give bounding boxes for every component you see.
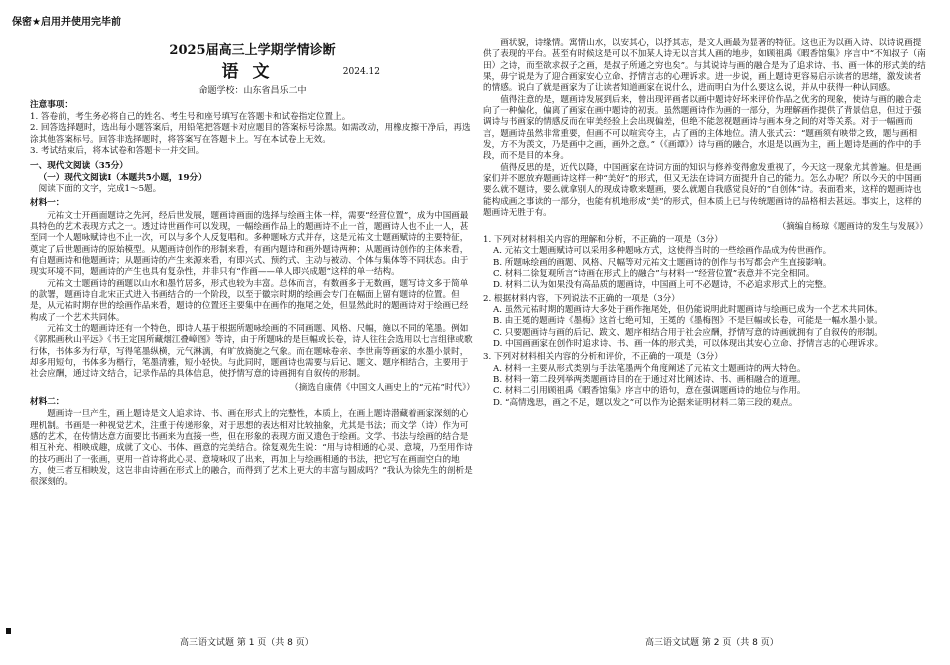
material-2-source: （摘编自杨琼《题画诗的发生与发展》）	[777, 221, 928, 232]
material-2-paragraph: 题画诗一旦产生，画上题诗是文人追求诗、书、画在形式上的完整性，本质上，在画上题诗潜藏着画家深刻的心理机制。书画是一种视觉艺术，注重于传递形象，对于思想的表达相对比较抽象，尤其是书法；而文学（诗）作为可感的艺术，在传情达意方面要比书画来为直接一些，但在形象的表现方面又遗色于绘画。文学、书法与绘画的结合是相互补充、相映成趣，成就了文心、书体、画意的完美结合。徐复观先生说：“用与诗相通的心灵、意境，乃至用作诗的技巧画出了一张画，更用一首诗将此心灵、意境咏叹了出来，再加上与绘画相通的书法，把它写在画面空白的地方，使三者互相映发，这岂非由诗画在形式上的融合，而得到了艺术上更大的丰富与圆成吗？”我认为徐先生的剖析是很深刻的。	[30, 409, 473, 488]
option-a: A. 虽然元祐时期的题画诗大多处于画作拖尾处，但仍能说明此时题画诗与绘画已成为一个艺术共同体。	[493, 304, 883, 315]
exam-date: 2024.12	[342, 67, 380, 78]
material-2-label: 材料二：	[30, 397, 65, 408]
left-column	[30, 38, 475, 623]
option-c: C. 材料二徐复观所言“诗画在形式上的融合”与材料一“经营位置”表意并不完全相同。	[493, 268, 815, 279]
material-1-source: （摘选自康倩《中国文人画史上的“元祐”时代》）	[290, 382, 475, 393]
notes-heading: 注意事项：	[30, 100, 73, 111]
question-stem: 2. 根据材料内容，下列说法不正确的一项是（3分）	[483, 293, 680, 304]
material-2-paragraph: 值得反思的是，近代以降，中国画家在诗词方面的知识与修养变得愈发重视了，今天这一现象尤其普遍。但是画家们并不愿放弃题画诗这样一种“美好”的形式，但又无法在诗词方面提升自己的能力。怎么办呢？所以今天的中国画要么就不题诗，要么就拿别人的现成诗歌来题画，要么就题自我感觉良好的“自创体”诗。表面看来，这样的题画诗也能构成画之事读的一部分，也能有机地形成“美”的形式，但本质上已与传统题画诗的品格相去甚远。事实上，这样的题画诗无胜于有。	[483, 162, 922, 219]
option-a: A. 材料一主要从形式类别与手法笔墨两个角度阐述了元祐文士题画诗的两大特色。	[493, 363, 806, 374]
option-a: A. 元祐文士题画赋诗可以采用多种题咏方式，这使得当时的一些绘画作品成为传世画作。	[493, 246, 832, 257]
material-1-paragraph: 元祐文士开画面题诗之先河，经后世发展，题画诗画面的选择与绘画主体一样，需要“经营位置”，成为中国画最具特色的艺术表现方式之一。透过诗世画作可以发现，一幅绘画作品上的题画诗不止一首，题画诗人也不止一人，甚至同一个人题咏赋诗也不止一次，可以与多个人反复唱和。多种题咏方式并存，这是元祐文士题画赋诗的主要特征，奠定了后世题画诗的原始模型。从题画诗创作的形制来看，有画内题诗和画外题诗两种；从题画诗创作的主体来看，有自题画诗和他题画诗；从题画诗的产生来源来看，有即兴式、预约式、主动与被动、个体与集体等不同状态。由于现实环境不同，题画诗的产生也具有复杂性，并非只有“作画——单人即兴成题”这样的单一结构。	[30, 210, 469, 278]
question-2	[483, 294, 928, 351]
option-b: B. 材料一第二段列举两类题画诗目的在于通过对比阐述诗、书、画相融合的道理。	[493, 374, 806, 385]
option-b: B. 所题咏绘画的画题、风格、尺幅等对元祐文士题画诗的创作与书写都会产生直接影响。	[493, 257, 832, 268]
note-item: 1. 答卷前，考生务必将自己的姓名、考生号和座号填写在答题卡和试卷指定位置上。	[30, 111, 351, 122]
subject-heading	[30, 61, 475, 83]
question-stem: 1. 下列对材料相关内容的理解和分析，不正确的一项是（3分）	[483, 234, 723, 245]
subject-name: 语文	[221, 62, 284, 83]
confidential-mark: 保密★启用并使用完毕前	[12, 17, 121, 28]
school-line: 命题学校：山东省昌乐二中	[198, 85, 307, 96]
page-footer-left: 高三语文试题 第 1 页（共 8 页）	[180, 638, 314, 648]
material-1-label: 材料一：	[30, 198, 65, 209]
subsection-title: （一）现代文阅读Ⅰ（本题共5小题，19分）	[38, 172, 207, 183]
option-d: D. 材料二认为如果没有高品质的题画诗，中国画上可不必题诗，不必追求形式上的完整。	[493, 280, 832, 291]
material-2-paragraph: 画状貌，诗缘情。寓情山水，以安其心，以抒其志，是文人画最为显著的特征。这也正为以画入诗、以诗说画提供了表现的平台。甚至有时候这是可以不加某人诗无以言其人画的地步，如顾祖禹《暇香馆集》序言中“不知叔子（南田）之诗，而至欲求叔子之画，是叔子所通之穷也矣”。与其说诗与画的融合是为了追求诗、书、画一体的形式美的结果，毋宁说是为了迎合画家安心立命、抒情言志的心理诉求。进一步说，画上题诗更容易启示读者的思绪，激发读者的情感。说白了就是画家为了让读者知道画家在说什么，进而明白为什么要这么说，并从中获得一种认同感。	[483, 38, 926, 94]
exam-title: 2025届高三上学期学情诊断	[169, 43, 336, 58]
instructions: 阅读下面的文字，完成1～5题。	[38, 183, 162, 194]
material-2-paragraph: 值得注意的是，题画诗发展到后来，曾出现评画者以画中题诗好坏来评价作品之优劣的现象，使诗与画的融合走向了一种偏化，偏离了画家在画中题诗的初衷。虽然题画诗作为画的一部分，为理解画作提供了背景信息，但过于强调诗与书画家的情感反而在审美经验上会出现偏差，但绝不能忽视题画诗与画本身之间的对等关系。对于一幅画而言，题画诗虽然非常重要，但画不可以喧宾夺主，占了画的主体地位。清人张式云：“题画须有映带之致，题与画相发，方不为羡文，乃是画中之画，画外之意。”（《画谭》）诗与画的融合，水退是以画为主，画上题诗是画的作中的手段，而不是目的本身。	[483, 94, 922, 162]
note-item: 2. 回答选择题时，选出每小题答案后，用铅笔把答题卡对应题目的答案标号涂黑。如需改动，用橡皮擦干净后，再选涂其他答案标号。回答非选择题时，将答案写在答题卡上。写在本试卷上无效。	[30, 123, 471, 145]
option-c: C. 材料二引用顾祖禹《暇香馆集》序言中的语句，意在强调题画诗的地位与作用。	[493, 386, 806, 397]
note-item: 3. 考试结束后，将本试卷和答题卡一并交回。	[30, 145, 205, 156]
option-d: D. 中国画画家在创作时追求诗、书、画一体的形式美，可以体现出其安心立命、抒情言志的心理诉求。	[493, 338, 884, 349]
question-3	[483, 352, 928, 409]
material-1-paragraph: 元祐文士题画诗的画题以山水和墨竹居多，形式也较为丰富。总体而言，有数画多于无数画，题写诗文多于简单的款署，题画诗自北宋正式进入书画结合的一个阶段，以至于徽宗时期的绘画会专门在幅面上留有题诗的位置。但是，从元祐时期存世的绘画作品来看，题诗的位置还主要集中在画作的拖尾之处，但显然此时的题画诗对于绘画已经构成了一个艺术共同体。	[30, 278, 469, 323]
option-d: D. “高情逸思，画之不足，题以发之”可以作为论据来证明材料二第三段的观点。	[493, 397, 798, 408]
page-footer-right: 高三语文试题 第 2 页（共 8 页）	[645, 638, 779, 648]
option-b: B. 由王冕的题画诗《墨梅》这首七绝可知，王冕的《墨梅图》不是巨幅或长卷，可能是一幅水墨小景。	[493, 316, 883, 327]
right-column	[483, 38, 928, 623]
question-stem: 3. 下列对材料相关内容的分析和评价，不正确的一项是（3分）	[483, 352, 723, 363]
section-title: 一、现代文阅读（35分）	[30, 161, 128, 172]
material-1-paragraph: 元祐文士的题画诗还有一个特色，即诗人基于根据所题咏绘画的不同画题、风格、尺幅，施以不同的笔墨。例如《郭熙画秋山平远》《书王定国所藏烟江叠嶂图》等诗，由于所题咏的是巨幅或长卷，诗人往往会选用以七言组律或歌行体，书体多为行草，写得笔墨纵横，元气淋漓，有旷放旖旎之气象。而在题咏卷亲、李世南等画家的水墨小景时，却多用短句，书体多为楷行，笔墨清雅，短小轻快。与此同时，题画诗也需要与后记、题文、题序相结合，主要用于社会应酬，通过诗文结合，记录作品的具体信息，使抒情写意的诗画拥有自叙传的形制。	[30, 324, 473, 380]
question-1	[483, 235, 928, 292]
option-c: C. 只要题画诗与画的后记、跋文、题序相结合用于社会应酬，抒情写意的诗画就拥有了自叙传的形制。	[493, 327, 883, 338]
registration-mark	[6, 628, 11, 634]
